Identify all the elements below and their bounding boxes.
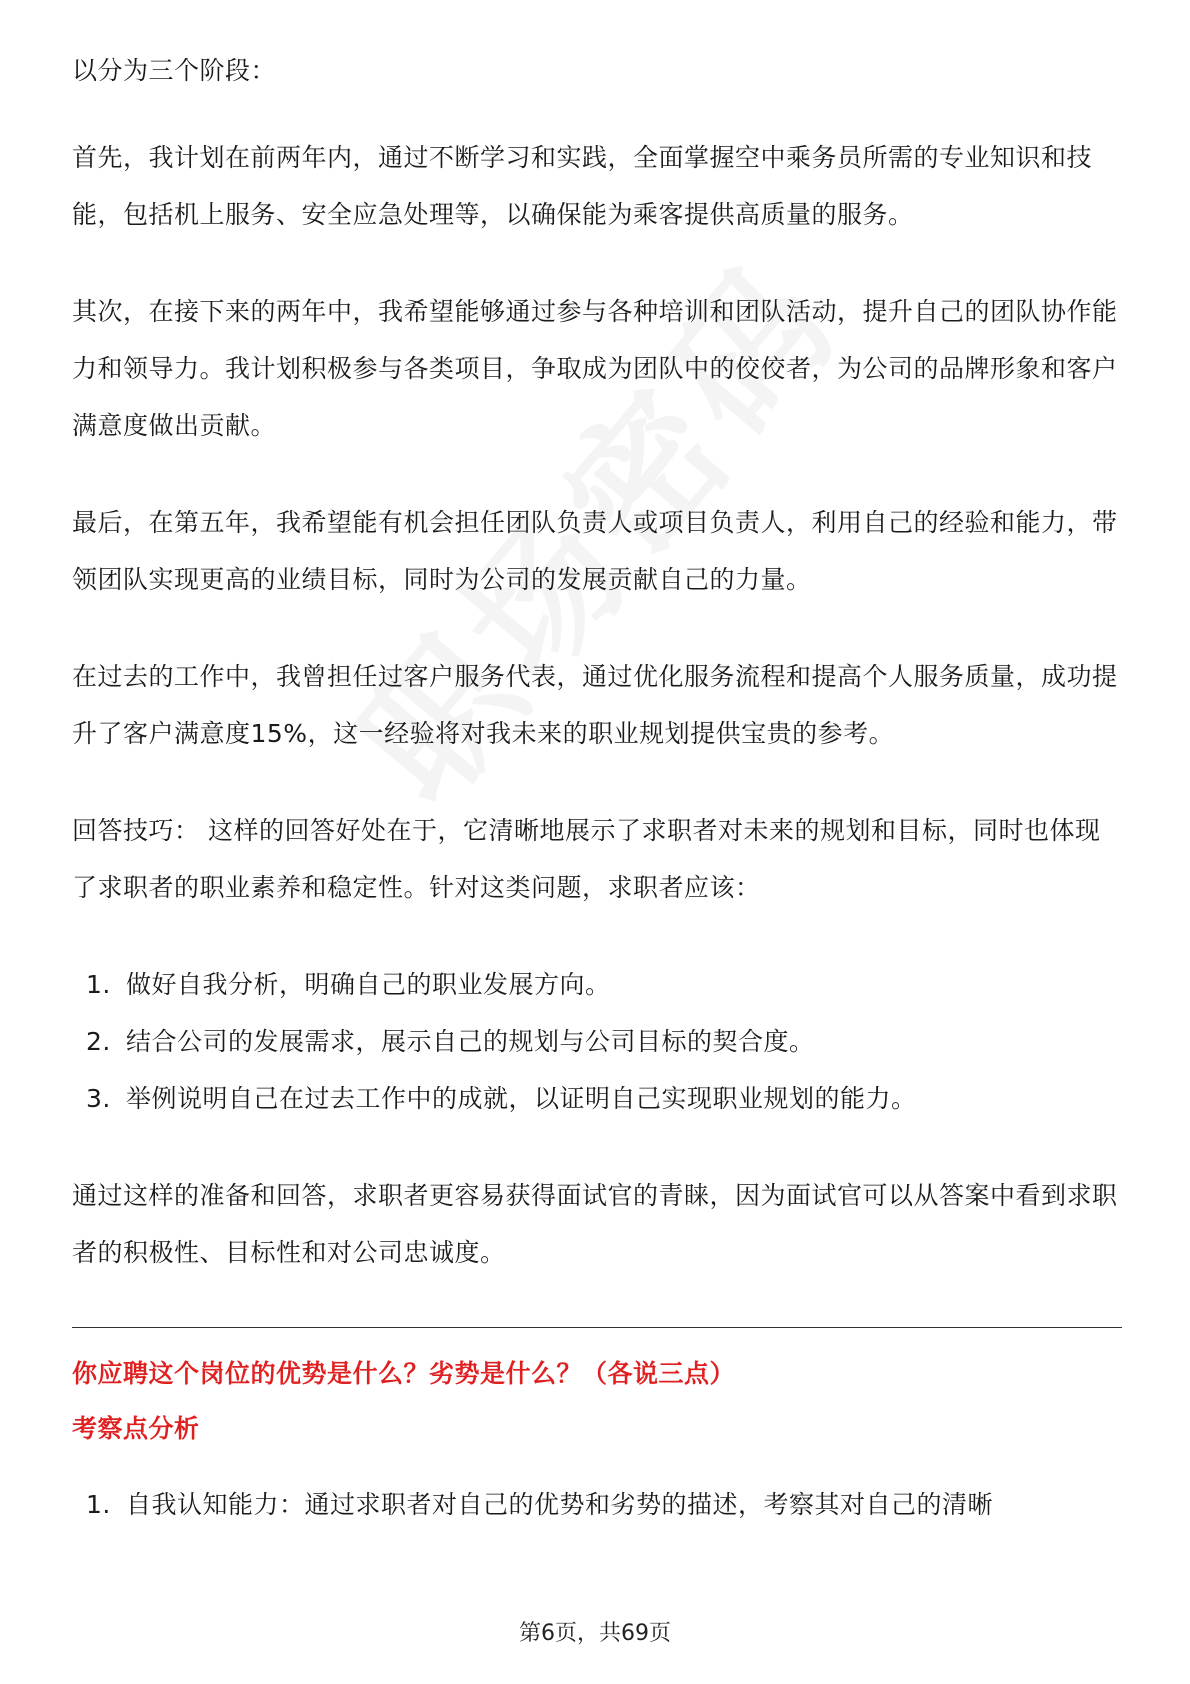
paragraph-intro: 以分为三个阶段： [72, 56, 277, 85]
question-title: 你应聘这个岗位的优势是什么？劣势是什么？（各说三点） [72, 1359, 736, 1388]
paragraph-stage-3: 最后，在第五年，我希望能有机会担任团队负责人或项目负责人，利用自己的经验和能力，带领团队实现更高的业绩目标，同时为公司的发展贡献自己的力量。 [72, 508, 1118, 594]
paragraph-experience: 在过去的工作中，我曾担任过客户服务代表，通过优化服务流程和提高个人服务质量，成功提升了客户满意度15%，这一经验将对我未来的职业规划提供宝贵的参考。 [72, 662, 1118, 748]
list-item: 2. 结合公司的发展需求，展示自己的规划与公司目标的契合度。 [86, 1027, 815, 1056]
paragraph-closing: 通过这样的准备和回答，求职者更容易获得面试官的青睐，因为面试官可以从答案中看到求职者的积极性、目标性和对公司忠诚度。 [72, 1181, 1118, 1267]
paragraph-answer-tips: 回答技巧： 这样的回答好处在于，它清晰地展示了求职者对未来的规划和目标，同时也体现了求职者的职业素养和稳定性。针对这类问题，求职者应该： [72, 816, 1101, 902]
page-content [72, 42, 1122, 1573]
analysis-list [72, 1476, 1122, 1533]
list-item: 3. 举例说明自己在过去工作中的成就，以证明自己实现职业规划的能力。 [86, 1084, 917, 1113]
list-item: 1. 自我认知能力：通过求职者对自己的优势和劣势的描述，考察其对自己的清晰 [86, 1490, 994, 1519]
paragraph-stage-1: 首先，我计划在前两年内，通过不断学习和实践，全面掌握空中乘务员所需的专业知识和技能，包括机上服务、安全应急处理等，以确保能为乘客提供高质量的服务。 [72, 143, 1093, 229]
section-divider [72, 1327, 1122, 1328]
page-number: 第6页，共69页 [519, 1621, 671, 1646]
list-item: 1. 做好自我分析，明确自己的职业发展方向。 [86, 970, 611, 999]
paragraph-stage-2: 其次，在接下来的两年中，我希望能够通过参与各种培训和团队活动，提升自己的团队协作能力和领导力。我计划积极参与各类项目，争取成为团队中的佼佼者，为公司的品牌形象和客户满意度做出贡献。 [72, 297, 1118, 440]
section-heading: 考察点分析 [72, 1414, 200, 1443]
tips-list [72, 956, 1122, 1127]
